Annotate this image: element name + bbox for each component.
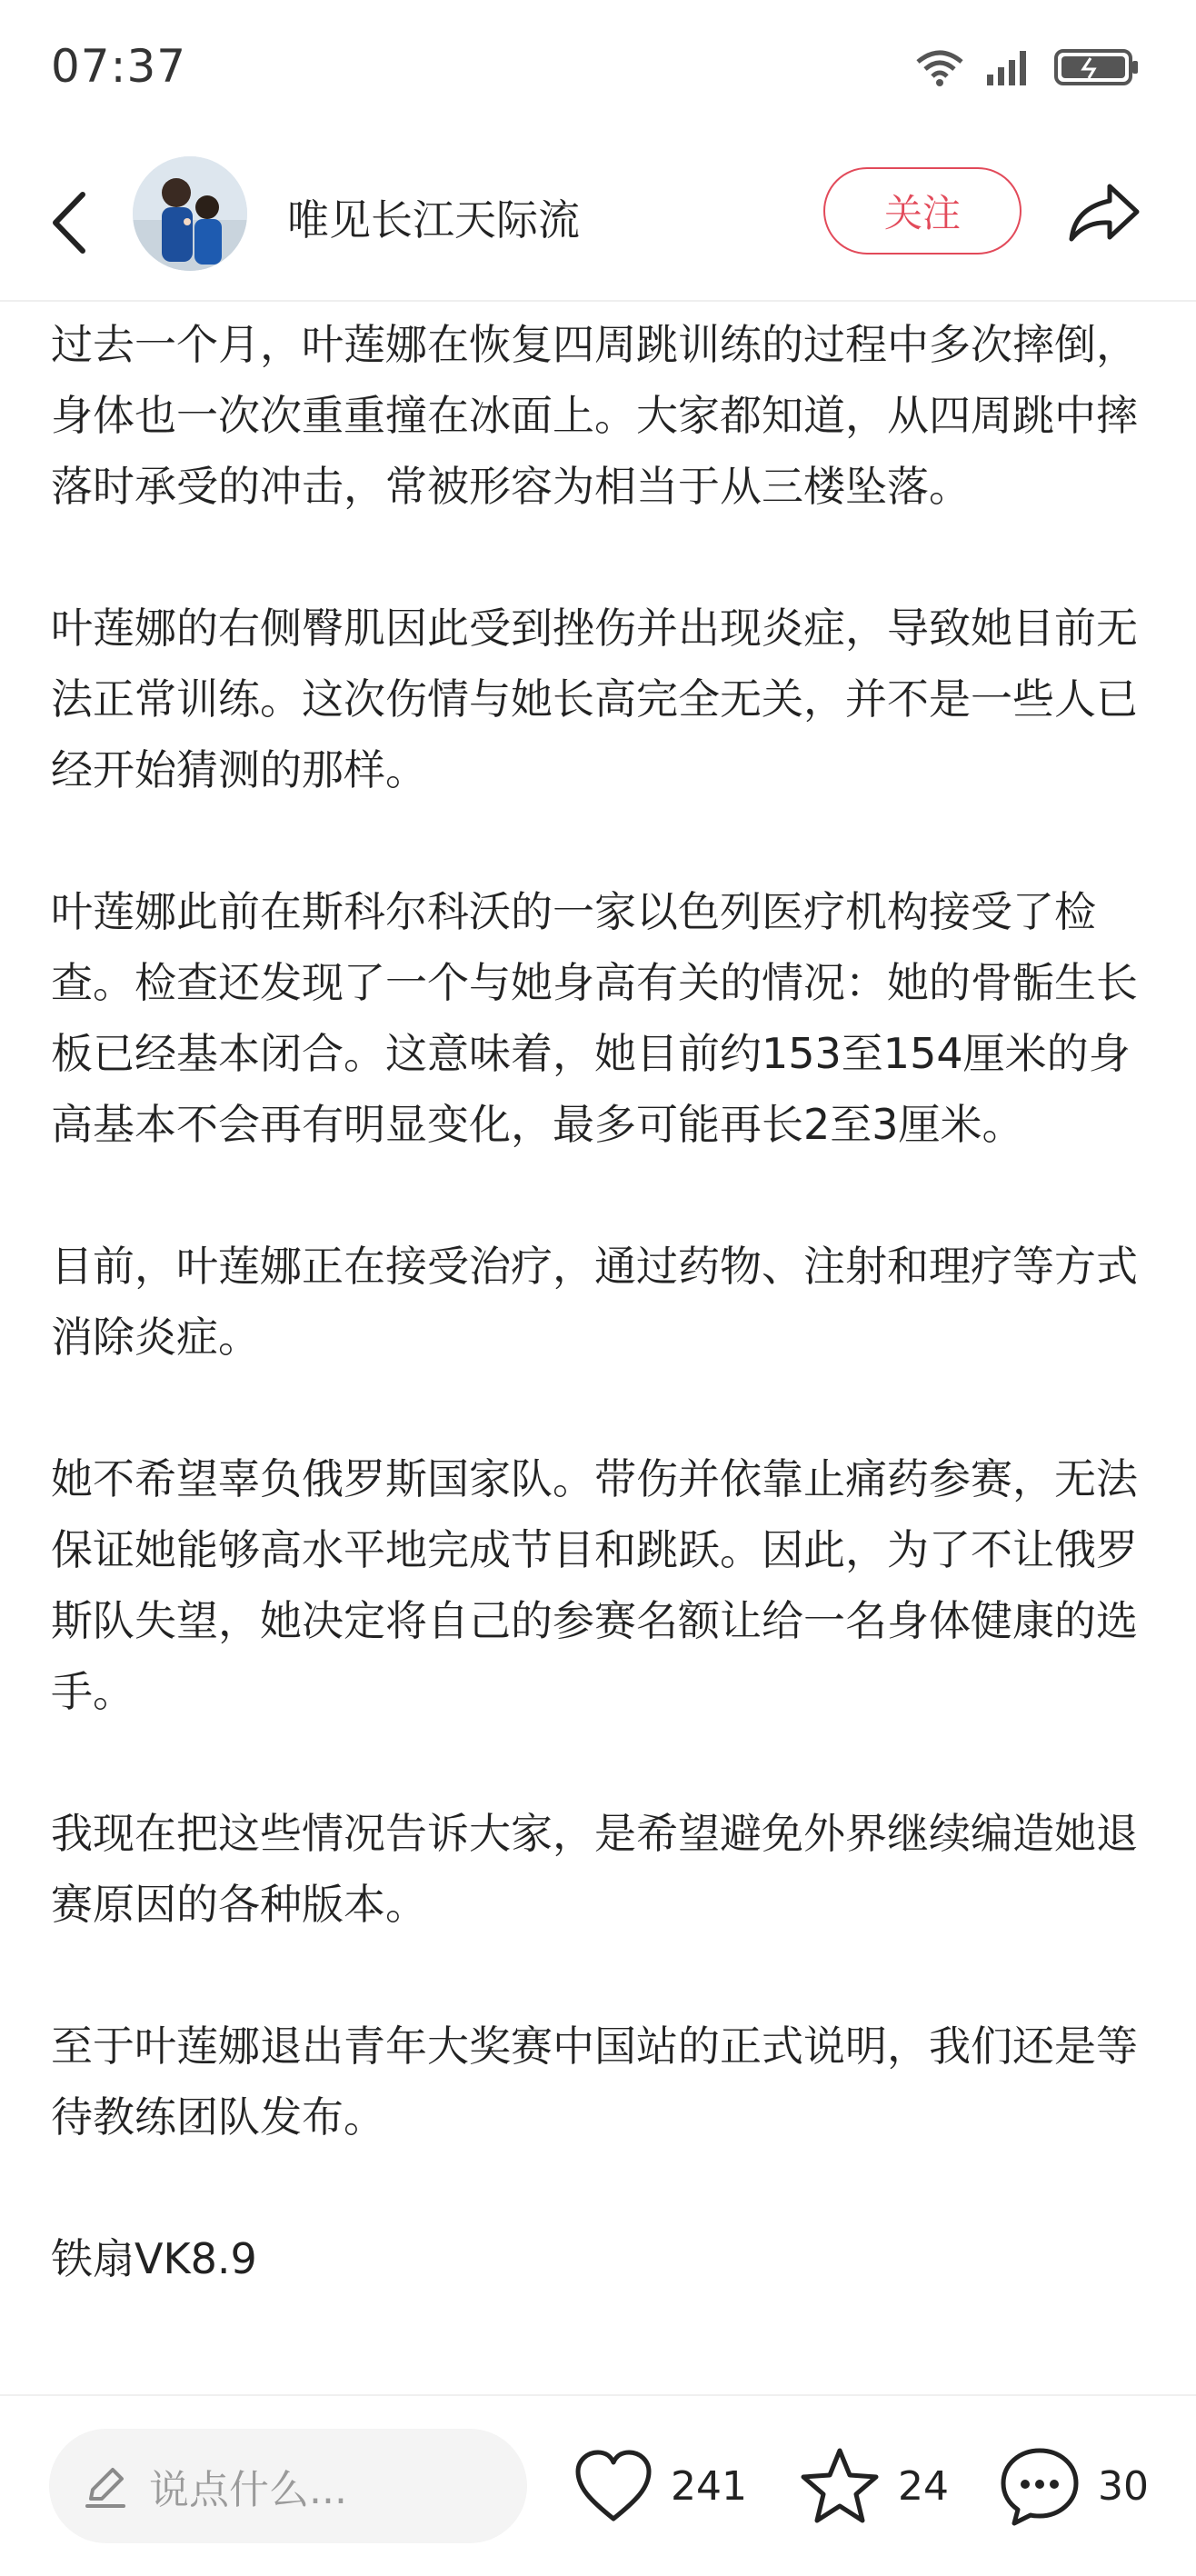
paragraph: 我现在把这些情况告诉大家，是希望避免外界继续编造她退赛原因的各种版本。 bbox=[51, 1809, 1138, 1929]
favorite-button[interactable] bbox=[798, 2436, 949, 2536]
battery-icon bbox=[1054, 47, 1141, 87]
paragraph: 至于叶莲娜退出青年大奖赛中国站的正式说明，我们还是等待教练团队发布。 bbox=[51, 2022, 1138, 2142]
status-bar bbox=[0, 0, 1196, 145]
article-header bbox=[0, 145, 1196, 302]
follow-button[interactable]: 关注 bbox=[823, 167, 1022, 255]
star-icon bbox=[798, 2446, 882, 2526]
share-arrow-icon bbox=[1068, 181, 1141, 245]
paragraph: 她不希望辜负俄罗斯国家队。带伤并依靠止痛药参赛，无法保证她能够高水平地完成节目和跳跃。因此，为了不让俄罗斯队失望，她决定将自己的参赛名额让给一名身体健康的选手。 bbox=[51, 1454, 1138, 1716]
paragraph-signature: 铁扇VK8.9 bbox=[51, 2234, 257, 2283]
bottom-action-bar bbox=[0, 2394, 1196, 2576]
like-button[interactable] bbox=[573, 2436, 747, 2536]
paragraph: 叶莲娜此前在斯科尔科沃的一家以色列医疗机构接受了检查。检查还发现了一个与她身高有关的情况：她的骨骺生长板已经基本闭合。这意味着，她目前约153至154厘米的身高基本不会再有明显变化，最多可能再长2至3厘米。 bbox=[51, 887, 1138, 1149]
signal-icon bbox=[985, 47, 1034, 87]
author-avatar[interactable] bbox=[133, 156, 247, 271]
like-count: 241 bbox=[671, 2462, 747, 2510]
paragraph: 过去一个月，叶莲娜在恢复四周跳训练的过程中多次摔倒，身体也一次次重重撞在冰面上。大家都知道，从四周跳中摔落时承受的冲击，常被形容为相当于从三楼坠落。 bbox=[51, 320, 1138, 511]
chevron-left-icon bbox=[48, 191, 88, 255]
article-body bbox=[51, 309, 1151, 2392]
comment-count: 30 bbox=[1098, 2462, 1149, 2510]
paragraph: 目前，叶莲娜正在接受治疗，通过药物、注射和理疗等方式消除炎症。 bbox=[51, 1242, 1138, 1362]
comment-button[interactable] bbox=[998, 2436, 1149, 2536]
share-button[interactable] bbox=[1063, 176, 1145, 249]
comment-placeholder: 说点什么... bbox=[149, 2467, 347, 2513]
comment-input[interactable] bbox=[49, 2429, 527, 2543]
author-name[interactable]: 唯见长江天际流 bbox=[287, 195, 580, 245]
heart-icon bbox=[573, 2448, 654, 2524]
status-time: 07:37 bbox=[51, 40, 187, 93]
pencil-icon bbox=[82, 2462, 129, 2510]
avatar-image bbox=[133, 156, 247, 271]
wifi-icon bbox=[914, 47, 965, 87]
chat-bubble-icon bbox=[998, 2445, 1081, 2527]
paragraph: 叶莲娜的右侧臀肌因此受到挫伤并出现炎症，导致她目前无法正常训练。这次伤情与她长高完全无关，并不是一些人已经开始猜测的那样。 bbox=[51, 604, 1138, 794]
favorite-count: 24 bbox=[898, 2462, 949, 2510]
status-icons bbox=[914, 47, 1141, 87]
back-button[interactable] bbox=[36, 182, 100, 264]
